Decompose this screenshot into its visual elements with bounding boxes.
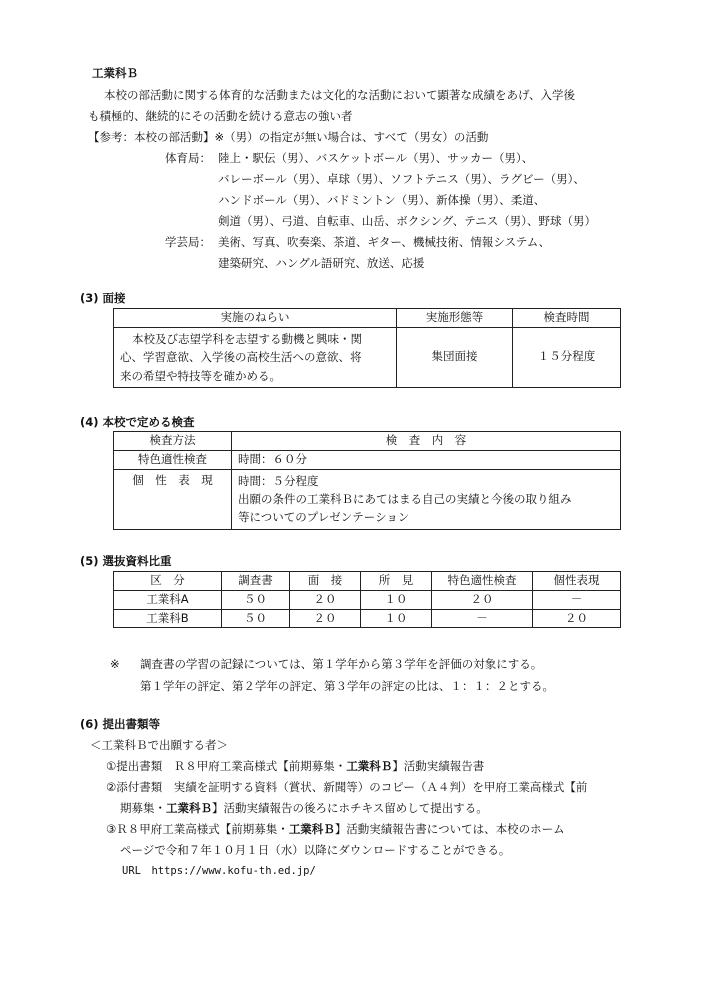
description-line-1: 本校の部活動に関する体育的な活動または文化的な活動において顕著な成績をあげ、入学後 bbox=[104, 88, 576, 102]
ratio-header-mensetsu: 面 接 bbox=[290, 572, 361, 591]
interview-format: 集団面接 bbox=[397, 327, 513, 387]
interview-time: １５分程度 bbox=[513, 327, 621, 387]
interview-aim-line: 来の希望や特技等を確かめる。 bbox=[120, 368, 281, 383]
document-item-1: ①提出書類 Ｒ８甲府工業高様式【前期募集・工業科Ｂ】活動実績報告書 bbox=[106, 759, 485, 773]
exam-content-line: 時間：５分程度 bbox=[238, 473, 319, 488]
arts-line: 建築研究、ハングル語研究、放送、応援 bbox=[218, 256, 425, 270]
exam-content-tokushoku: 時間：６０分 bbox=[232, 450, 621, 469]
ratio-header-chosasho: 調査書 bbox=[222, 572, 290, 591]
interview-aim-line: 本校及び志望学科を志望する動機と興味・関 bbox=[132, 331, 362, 346]
description-line-2: も積極的、継続的にその活動を続ける意志の強い者 bbox=[88, 109, 353, 123]
exam-content-line: 等についてのプレゼンテーション bbox=[238, 510, 410, 525]
document-item-3-line-2: ページで令和７年１０月１日（水）以降にダウンロードすることができる。 bbox=[120, 843, 511, 857]
sports-label: 体育局： bbox=[165, 151, 211, 165]
arts-line: 美術、写真、吹奏楽、茶道、ギター、機械技術、情報システム、 bbox=[218, 235, 551, 249]
sports-line: 陸上・駅伝（男）、バスケットボール（男）、サッカー（男）、 bbox=[218, 151, 534, 165]
exam-header-method: 検査方法 bbox=[114, 432, 232, 451]
ratio-cell: － bbox=[432, 609, 533, 628]
ratio-cell: ２０ bbox=[432, 590, 533, 609]
ratio-cell: ２０ bbox=[290, 609, 361, 628]
ratio-note-mark: ※ bbox=[110, 657, 120, 671]
exam-method-tokushoku: 特色適性検査 bbox=[114, 450, 232, 469]
interview-header-time: 検査時間 bbox=[513, 309, 621, 328]
exam-content-kosei bbox=[232, 469, 621, 529]
document-item-3-line-1: ③Ｒ８甲府工業高様式【前期募集・工業科Ｂ】活動実績報告書については、本校のホーム bbox=[106, 822, 565, 836]
document-item-2-line-2: 期募集・工業科Ｂ】活動実績報告の後ろにホチキス留めして提出する。 bbox=[120, 801, 488, 815]
table-row bbox=[114, 590, 621, 609]
ratio-header-kosei: 個性表現 bbox=[533, 572, 621, 591]
ratio-cell: － bbox=[533, 590, 621, 609]
ratio-cell: １０ bbox=[361, 590, 432, 609]
exam-content-line: 出願の条件の工業科Ｂにあてはまる自己の実績と今後の取り組み bbox=[238, 492, 572, 507]
arts-label: 学芸局： bbox=[165, 235, 211, 249]
sports-line: バレーボール（男）、卓球（男）、ソフトテニス（男）、ラグビー（男）、 bbox=[218, 172, 585, 186]
interview-aim-line: 心、学習意欲、入学後の高校生活への意欲、将 bbox=[120, 350, 362, 365]
school-url-link[interactable]: URL https://www.kofu-th.ed.jp/ bbox=[122, 865, 316, 877]
exam-method-kosei: 個 性 表 現 bbox=[114, 469, 232, 529]
interview-header-format: 実施形態等 bbox=[397, 309, 513, 328]
school-exam-heading: (4) 本校で定める検査 bbox=[80, 415, 195, 429]
ratio-cell: ２０ bbox=[533, 609, 621, 628]
ratio-header-category: 区 分 bbox=[114, 572, 222, 591]
documents-subheading: ＜工業科Ｂで出願する者＞ bbox=[90, 738, 228, 752]
section-heading-kogyo-b: 工業科Ｂ bbox=[92, 66, 138, 80]
sports-line: ハンドボール（男）、バドミントン（男）、新体操（男）、柔道、 bbox=[218, 193, 546, 207]
interview-header-aim: 実施のねらい bbox=[114, 309, 397, 328]
sports-line: 剣道（男）、弓道、自転車、山岳、ボクシング、テニス（男）、野球（男） bbox=[218, 214, 597, 228]
exam-header-content: 検 査 内 容 bbox=[232, 432, 621, 451]
interview-table bbox=[113, 308, 621, 388]
ratio-cell: 工業科B bbox=[114, 609, 222, 628]
ratio-cell: ２０ bbox=[290, 590, 361, 609]
documents-heading: (6) 提出書類等 bbox=[80, 717, 161, 731]
ratio-header-tokushoku: 特色適性検査 bbox=[432, 572, 533, 591]
ratio-cell: １０ bbox=[361, 609, 432, 628]
ratio-cell: ５０ bbox=[222, 590, 290, 609]
ratio-note-line-2: 第１学年の評定、第２学年の評定、第３学年の評定の比は、１：１：２とする。 bbox=[140, 679, 554, 693]
ratio-cell: ５０ bbox=[222, 609, 290, 628]
school-exam-table bbox=[113, 431, 621, 530]
ratio-header-shoken: 所 見 bbox=[361, 572, 432, 591]
ratio-cell: 工業科A bbox=[114, 590, 222, 609]
table-row bbox=[114, 609, 621, 628]
ratio-table bbox=[113, 571, 621, 628]
interview-aim-cell bbox=[114, 327, 397, 387]
ratio-heading: (5) 選抜資料比重 bbox=[80, 554, 172, 568]
interview-heading: (3) 面接 bbox=[80, 291, 126, 305]
ratio-note-line-1: 調査書の学習の記録については、第１学年から第３学年を評価の対象にする。 bbox=[140, 657, 543, 671]
club-note: 【参考：本校の部活動】※（男）の指定が無い場合は、すべて（男女）の活動 bbox=[88, 130, 489, 144]
document-item-2-line-1: ②添付書類 実績を証明する資料（賞状、新聞等）のコピー（Ａ４判）を甲府工業高様式【前 bbox=[106, 780, 588, 794]
